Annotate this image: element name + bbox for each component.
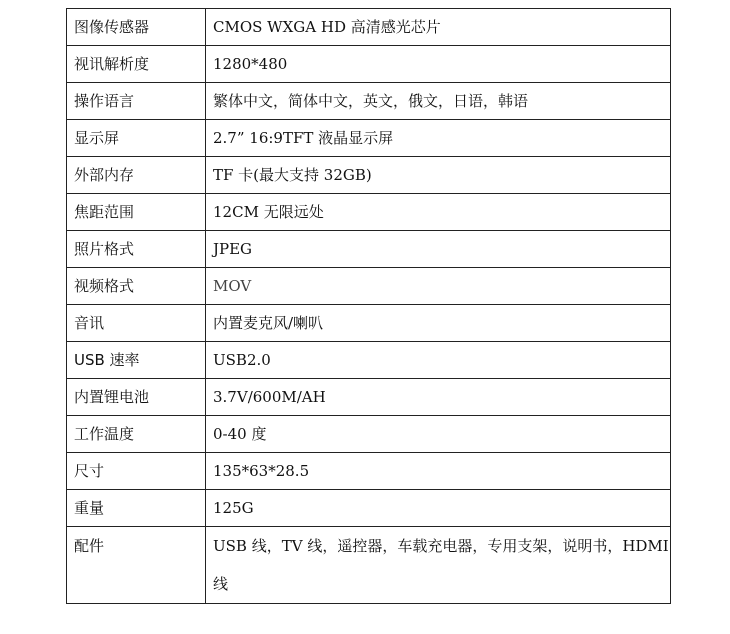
spec-value: MOV (206, 268, 671, 305)
spec-value: 135*63*28.5 (206, 453, 671, 490)
spec-label: 外部内存 (67, 157, 206, 194)
table-row (67, 157, 671, 194)
spec-value: 3.7V/600M/AH (206, 379, 671, 416)
table-row (67, 527, 671, 604)
spec-label: 配件 (67, 527, 206, 604)
spec-value: 内置麦克风/喇叭 (206, 305, 671, 342)
spec-value: 125G (206, 490, 671, 527)
spec-value: JPEG (206, 231, 671, 268)
table-row (67, 453, 671, 490)
spec-label: 视频格式 (67, 268, 206, 305)
spec-label: 显示屏 (67, 120, 206, 157)
table-row (67, 83, 671, 120)
table-row (67, 342, 671, 379)
spec-value: CMOS WXGA HD 高清感光芯片 (206, 9, 671, 46)
table-row (67, 194, 671, 231)
table-row (67, 231, 671, 268)
table-row (67, 305, 671, 342)
spec-value: USB2.0 (206, 342, 671, 379)
spec-label: 重量 (67, 490, 206, 527)
spec-label: 照片格式 (67, 231, 206, 268)
spec-value: 2.7” 16:9TFT 液晶显示屏 (206, 120, 671, 157)
table-row (67, 120, 671, 157)
spec-label: 图像传感器 (67, 9, 206, 46)
spec-table (66, 8, 671, 604)
spec-value: 1280*480 (206, 46, 671, 83)
table-row (67, 379, 671, 416)
spec-label: 内置锂电池 (67, 379, 206, 416)
spec-value: 0-40 度 (206, 416, 671, 453)
table-row (67, 46, 671, 83)
table-row (67, 9, 671, 46)
spec-label: 操作语言 (67, 83, 206, 120)
table-row (67, 490, 671, 527)
spec-label: 音讯 (67, 305, 206, 342)
spec-label: 工作温度 (67, 416, 206, 453)
spec-label: 焦距范围 (67, 194, 206, 231)
table-row (67, 268, 671, 305)
table-row (67, 416, 671, 453)
spec-value: USB 线，TV 线，遥控器，车载充电器，专用支架，说明书，HDMI 线 (206, 527, 671, 604)
spec-label: 视讯解析度 (67, 46, 206, 83)
spec-label: USB 速率 (67, 342, 206, 379)
spec-value: 繁体中文，简体中文，英文，俄文，日语，韩语 (206, 83, 671, 120)
spec-label: 尺寸 (67, 453, 206, 490)
spec-value: 12CM 无限远处 (206, 194, 671, 231)
spec-value: TF 卡(最大支持 32GB) (206, 157, 671, 194)
